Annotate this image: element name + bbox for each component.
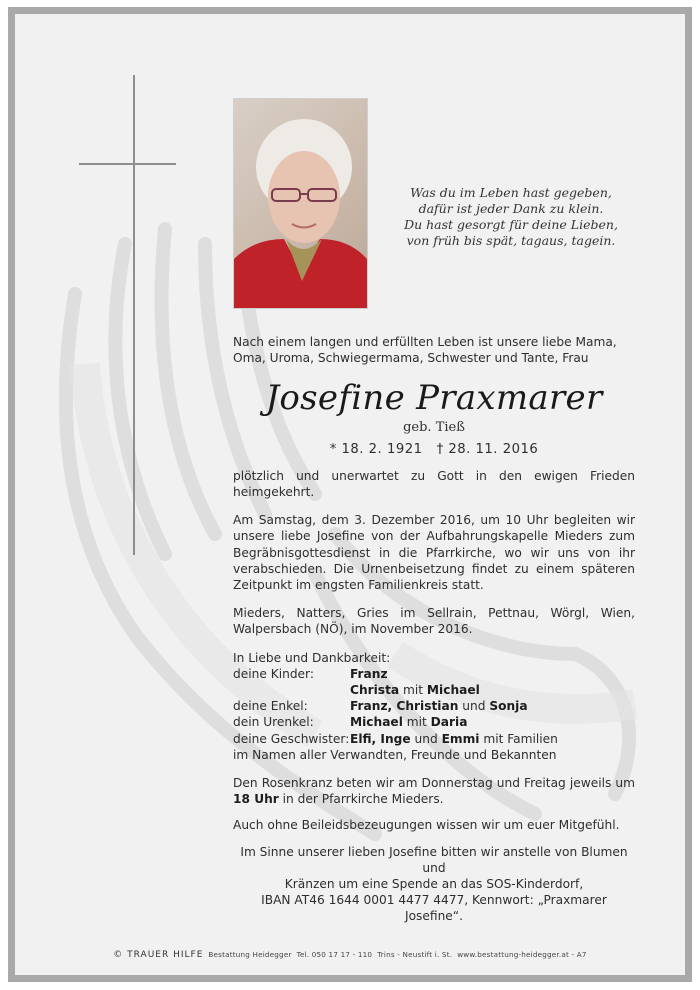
donation-line-2: Kränzen um eine Spende an das SOS-Kinderdorf, [284, 877, 584, 892]
family-connector: und [410, 731, 442, 746]
footer-location: Trins - Neustift i. St. [377, 950, 453, 959]
footer-brand: © TRAUER HILFE [113, 950, 204, 960]
intro-line-2: Oma, Uroma, Schwiegermama, Schwester und Tante, Frau [233, 351, 589, 366]
family-relation-label: deine Kinder: [233, 666, 314, 681]
family-member-name: Michael [350, 715, 403, 730]
family-member-name: Sonja [489, 699, 528, 714]
places-text: Mieders, Natters, Gries im Sellrain, Pettnau, Wörgl, Wien, Walpersbach (NÖ), im November 2016. [233, 606, 635, 637]
family-relation-label: dein Urenkel: [233, 715, 314, 730]
family-member-name: Franz [350, 666, 388, 681]
family-connector: mit [399, 683, 427, 698]
memorial-quote [391, 185, 631, 249]
cross-horizontal-line [79, 163, 176, 165]
quote-line: Du hast gesorgt für deine Lieben, [404, 217, 618, 232]
family-relation-label: deine Enkel: [233, 699, 308, 714]
portrait-photo [233, 98, 368, 309]
family-relation-label: deine Geschwister: [233, 731, 350, 746]
footer-company: Bestattung Heidegger [208, 950, 292, 959]
family-row [233, 731, 635, 747]
quote-line: Was du im Leben hast gegeben, [410, 185, 612, 200]
donation-line-3: IBAN AT46 1644 0001 4477 4477, Kennwort: „Praxmarer Josefine“. [261, 893, 607, 924]
quote-line: dafür ist jeder Dank zu klein. [418, 201, 604, 216]
donation-line-1: Im Sinne unserer lieben Josefine bitten wir anstelle von Blumen und [240, 844, 628, 875]
quote-line: von früh bis spät, tagaus, tagein. [406, 233, 616, 248]
family-members [350, 698, 635, 714]
family-member-name: Christa [350, 683, 400, 698]
life-dates: * 18. 2. 1921 † 28. 11. 2016 [329, 441, 539, 457]
rosary-text-2: in der Pfarrkirche Mieders. [278, 792, 444, 807]
family-list [233, 666, 635, 747]
family-member-name: Franz, Christian [350, 699, 459, 714]
family-row [233, 698, 635, 714]
obituary-card [8, 7, 692, 982]
family-members [350, 682, 635, 698]
family-relation-label [233, 682, 350, 698]
intro-text [233, 334, 635, 366]
rosary-time: 18 Uhr [233, 792, 279, 807]
rosary-text [233, 775, 635, 807]
deceased-name: Josefine Praxmarer [265, 378, 603, 419]
footer-phone: Tel. 050 17 17 - 110 [296, 950, 373, 959]
family-member-name: Daria [430, 715, 468, 730]
family-connector: und [458, 699, 490, 714]
family-members [350, 714, 635, 730]
family-row [233, 714, 635, 730]
family-closing: im Namen aller Verwandten, Freunde und Bekannten [233, 747, 557, 762]
family-row [233, 666, 635, 682]
family-connector: mit Familien [479, 731, 558, 746]
family-member-name: Michael [426, 683, 480, 698]
intro-line-1: Nach einem langen und erfüllten Leben ist unsere liebe Mama, [233, 335, 617, 349]
birth-name: geb. Tieß [403, 420, 465, 436]
family-row [233, 682, 635, 698]
funeral-text: Am Samstag, dem 3. Dezember 2016, um 10 Uhr begleiten wir unsere liebe Josefine von der Aufbahrungskapelle Mieders zum Begräbnisgottesdienst in die Pfarrkirche, wo wir uns von ihr verabschieden. Die Urnenbeisetzung findet zu einem späteren Zeitpunkt im engsten Familienkreis statt. [233, 513, 635, 593]
family-member-name: Emmi [441, 731, 480, 746]
family-members [350, 731, 635, 747]
donation-text [233, 844, 635, 925]
cross-vertical-line [133, 75, 135, 555]
condolence-text: Auch ohne Beileidsbezeugungen wissen wir um euer Mitgefühl. [233, 818, 620, 833]
family-connector: mit [402, 715, 431, 730]
footer-website[interactable]: www.bestattung-heidegger.at [457, 950, 570, 959]
footer [15, 950, 685, 960]
family-member-name: Elfi, Inge [350, 731, 411, 746]
obituary-text [233, 334, 635, 925]
rosary-text-1: Den Rosenkranz beten wir am Donnerstag und Freitag jeweils um [233, 776, 635, 791]
passing-text: plötzlich und unerwartet zu Gott in den ewigen Frieden heimgekehrt. [233, 468, 635, 500]
family-members [350, 666, 635, 682]
family-heading: In Liebe und Dankbarkeit: [233, 650, 391, 665]
portrait-illustration [234, 99, 367, 308]
footer-code: - A7 [571, 950, 587, 959]
